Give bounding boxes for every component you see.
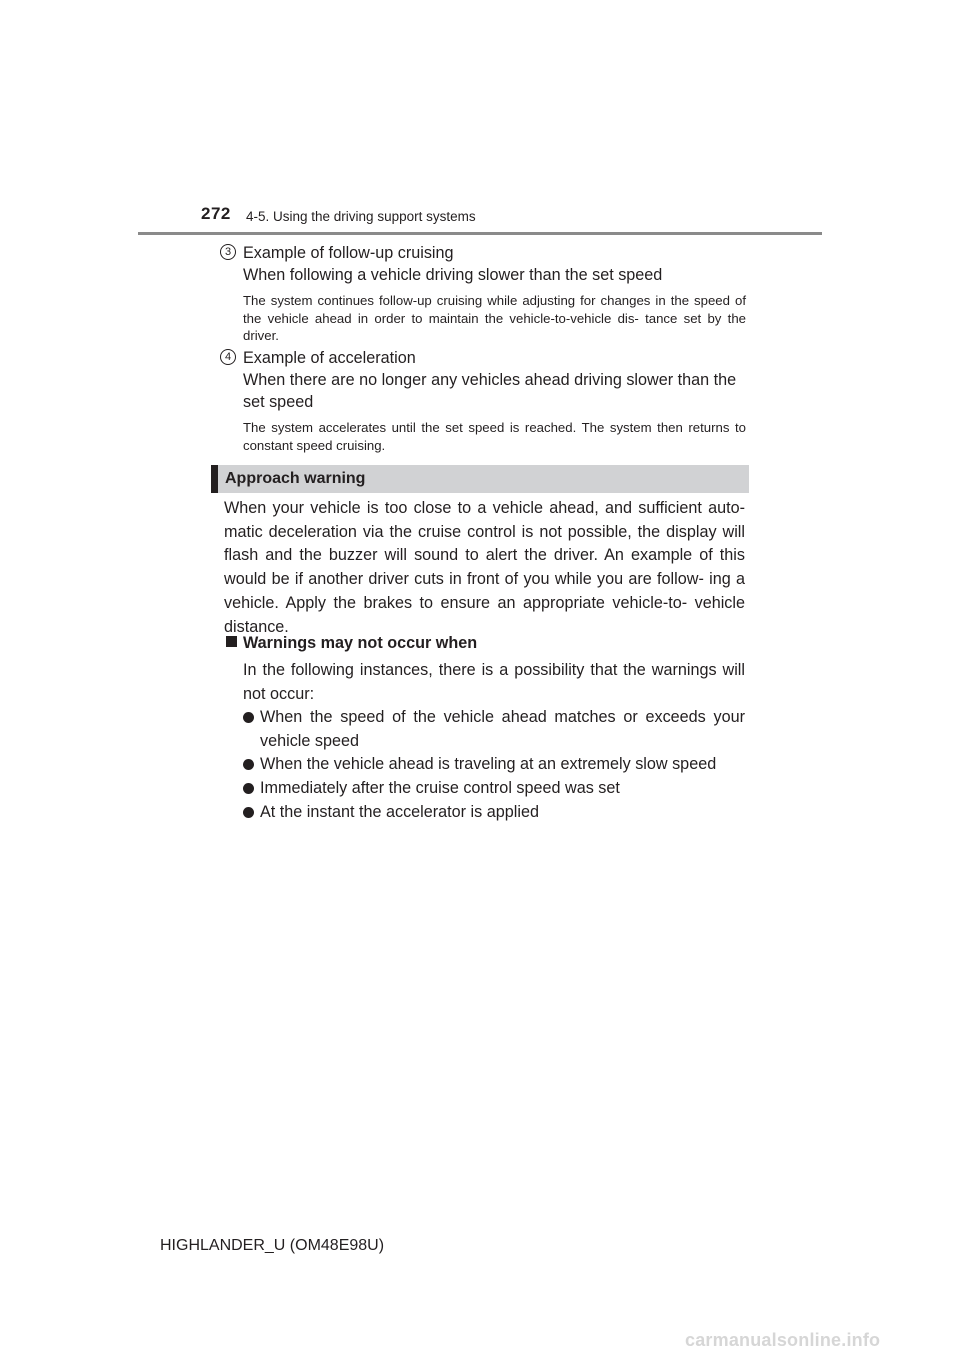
list-item: When the vehicle ahead is traveling at an extremely slow speed [243, 753, 745, 777]
warnings-bullet-list [243, 706, 745, 825]
step-description: The system accelerates until the set speed is reached. The system then returns to constant speed cruising. [243, 420, 746, 453]
step-title-line1: Example of acceleration [243, 349, 416, 367]
step-description: The system continues follow-up cruising while adjusting for changes in the speed of the vehicle ahead in order to maintain the vehicle-to-vehicle dis- tance set by the driver. [243, 293, 746, 343]
approach-warning-paragraph: When your vehicle is too close to a vehicle ahead, and sufficient auto- matic deceleration via the cruise control is not possible, the display will flash and the buzzer will sound to alert the driver. An example of this would be if another driver cuts in front of you while you are follow- ing a vehicle. Apply the brakes to ensure an appropriate vehicle-to- vehicle distance. [224, 499, 745, 636]
step-number-badge: 3 [220, 244, 236, 260]
step-title [243, 242, 746, 286]
bullet-dot-icon [243, 807, 254, 818]
step-title-line2: When following a vehicle driving slower than the set speed [243, 266, 663, 284]
bullet-dot-icon [243, 712, 254, 723]
step-title [243, 347, 746, 413]
warnings-note-heading [226, 634, 477, 653]
bullet-dot-icon [243, 759, 254, 770]
header-rule [138, 232, 822, 235]
watermark: carmanualsonline.info [685, 1330, 881, 1350]
footer-model-code: HIGHLANDER_U (OM48E98U) [160, 1237, 385, 1254]
warnings-note-intro: In the following instances, there is a possibility that the warnings will not occur: [243, 661, 745, 703]
step-number-badge: 4 [220, 349, 236, 365]
note-heading-text: Warnings may not occur when [243, 634, 478, 652]
subhead-label: Approach warning [225, 470, 366, 487]
bullet-dot-icon [243, 783, 254, 794]
step-4 [220, 347, 746, 454]
step-title-line2: When there are no longer any vehicles ahead driving slower than the set speed [243, 371, 737, 411]
section-title: 4-5. Using the driving support systems [246, 209, 476, 224]
list-item: At the instant the accelerator is applied [243, 801, 745, 825]
step-3 [220, 242, 746, 345]
approach-warning-heading [211, 465, 749, 493]
list-item: Immediately after the cruise control speed was set [243, 777, 745, 801]
step-title-line1: Example of follow-up cruising [243, 244, 454, 262]
list-item: When the speed of the vehicle ahead matches or exceeds your vehicle speed [243, 706, 745, 753]
square-bullet-icon [226, 636, 237, 647]
page-number: 272 [201, 204, 231, 223]
